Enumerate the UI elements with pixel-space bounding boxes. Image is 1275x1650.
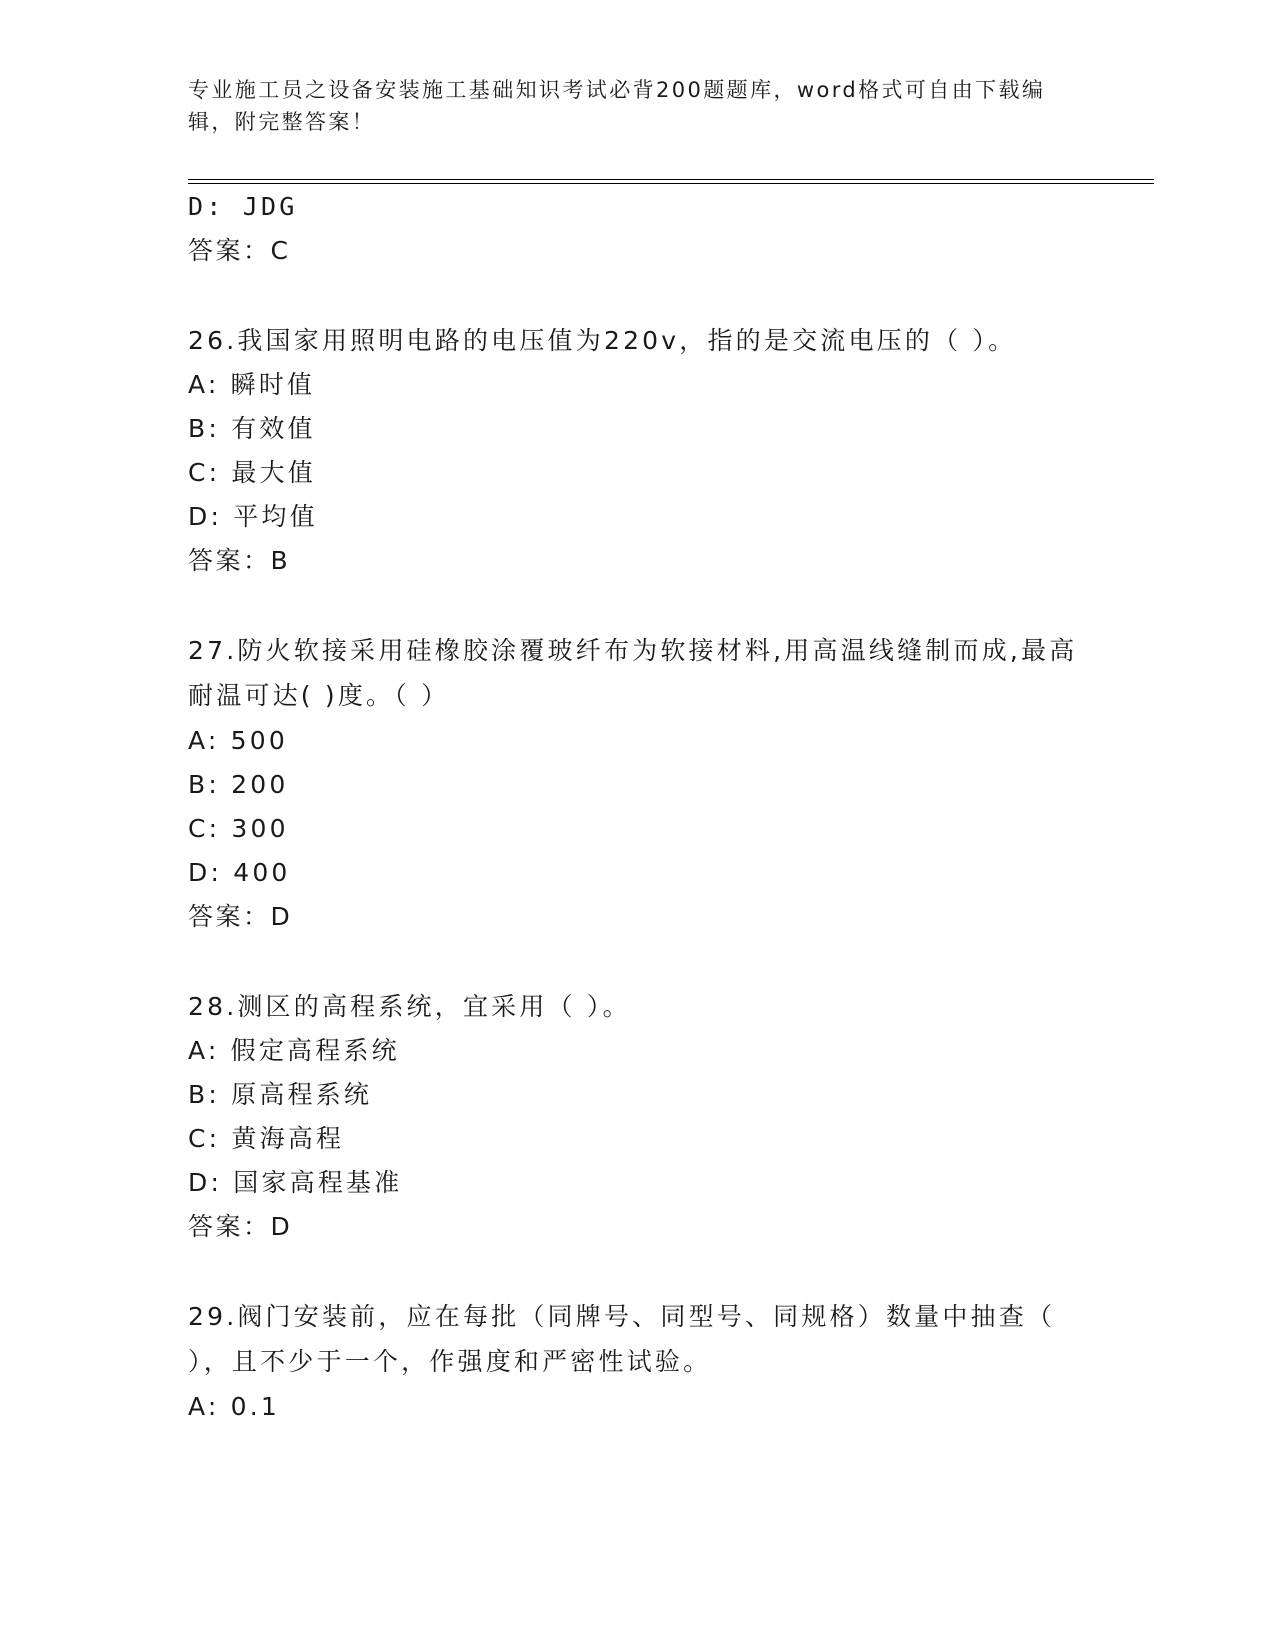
q26-option-b: B: 有效值 bbox=[188, 414, 316, 443]
q27-stem: 27.防火软接采用硅橡胶涂覆玻纤布为软接材料,用高温线缝制而成,最高耐温可达( )度。（ ） bbox=[188, 636, 1078, 710]
q29-stem: 29.阀门安装前，应在每批（同牌号、同型号、同规格）数量中抽查（ ），且不少于一个，作强度和严密性试验。 bbox=[188, 1302, 1056, 1376]
q26-option-c: C: 最大值 bbox=[188, 458, 317, 487]
q28-answer: 答案：D bbox=[188, 1212, 293, 1241]
q27-option-a: A: 500 bbox=[188, 726, 288, 755]
q28-stem: 28.测区的高程系统，宜采用（ ）。 bbox=[188, 992, 631, 1021]
prev-answer: 答案：C bbox=[188, 236, 291, 265]
q26-option-a: A: 瞬时值 bbox=[188, 370, 316, 399]
q27-answer: 答案：D bbox=[188, 902, 293, 931]
header-rule-top bbox=[188, 179, 1154, 180]
document-header: 专业施工员之设备安装施工基础知识考试必背200题题库，word格式可自由下载编辑，附完整答案！ bbox=[188, 78, 1046, 134]
q28-option-b: B: 原高程系统 bbox=[188, 1080, 373, 1109]
q26-option-d: D: 平均值 bbox=[188, 502, 318, 531]
q28-option-c: C: 黄海高程 bbox=[188, 1124, 345, 1153]
header-rule-bottom bbox=[188, 183, 1154, 184]
q27-option-c: C: 300 bbox=[188, 814, 289, 843]
q28-option-a: A: 假定高程系统 bbox=[188, 1036, 400, 1065]
q27-option-d: D: 400 bbox=[188, 858, 291, 887]
q26-stem: 26.我国家用照明电路的电压值为220v，指的是交流电压的（ ）。 bbox=[188, 326, 1017, 355]
q29-option-a: A: 0.1 bbox=[188, 1392, 280, 1421]
q27-option-b: B: 200 bbox=[188, 770, 289, 799]
prev-option-d: D: JDG bbox=[188, 192, 298, 221]
q26-answer: 答案：B bbox=[188, 546, 291, 575]
q28-option-d: D: 国家高程基准 bbox=[188, 1168, 403, 1197]
